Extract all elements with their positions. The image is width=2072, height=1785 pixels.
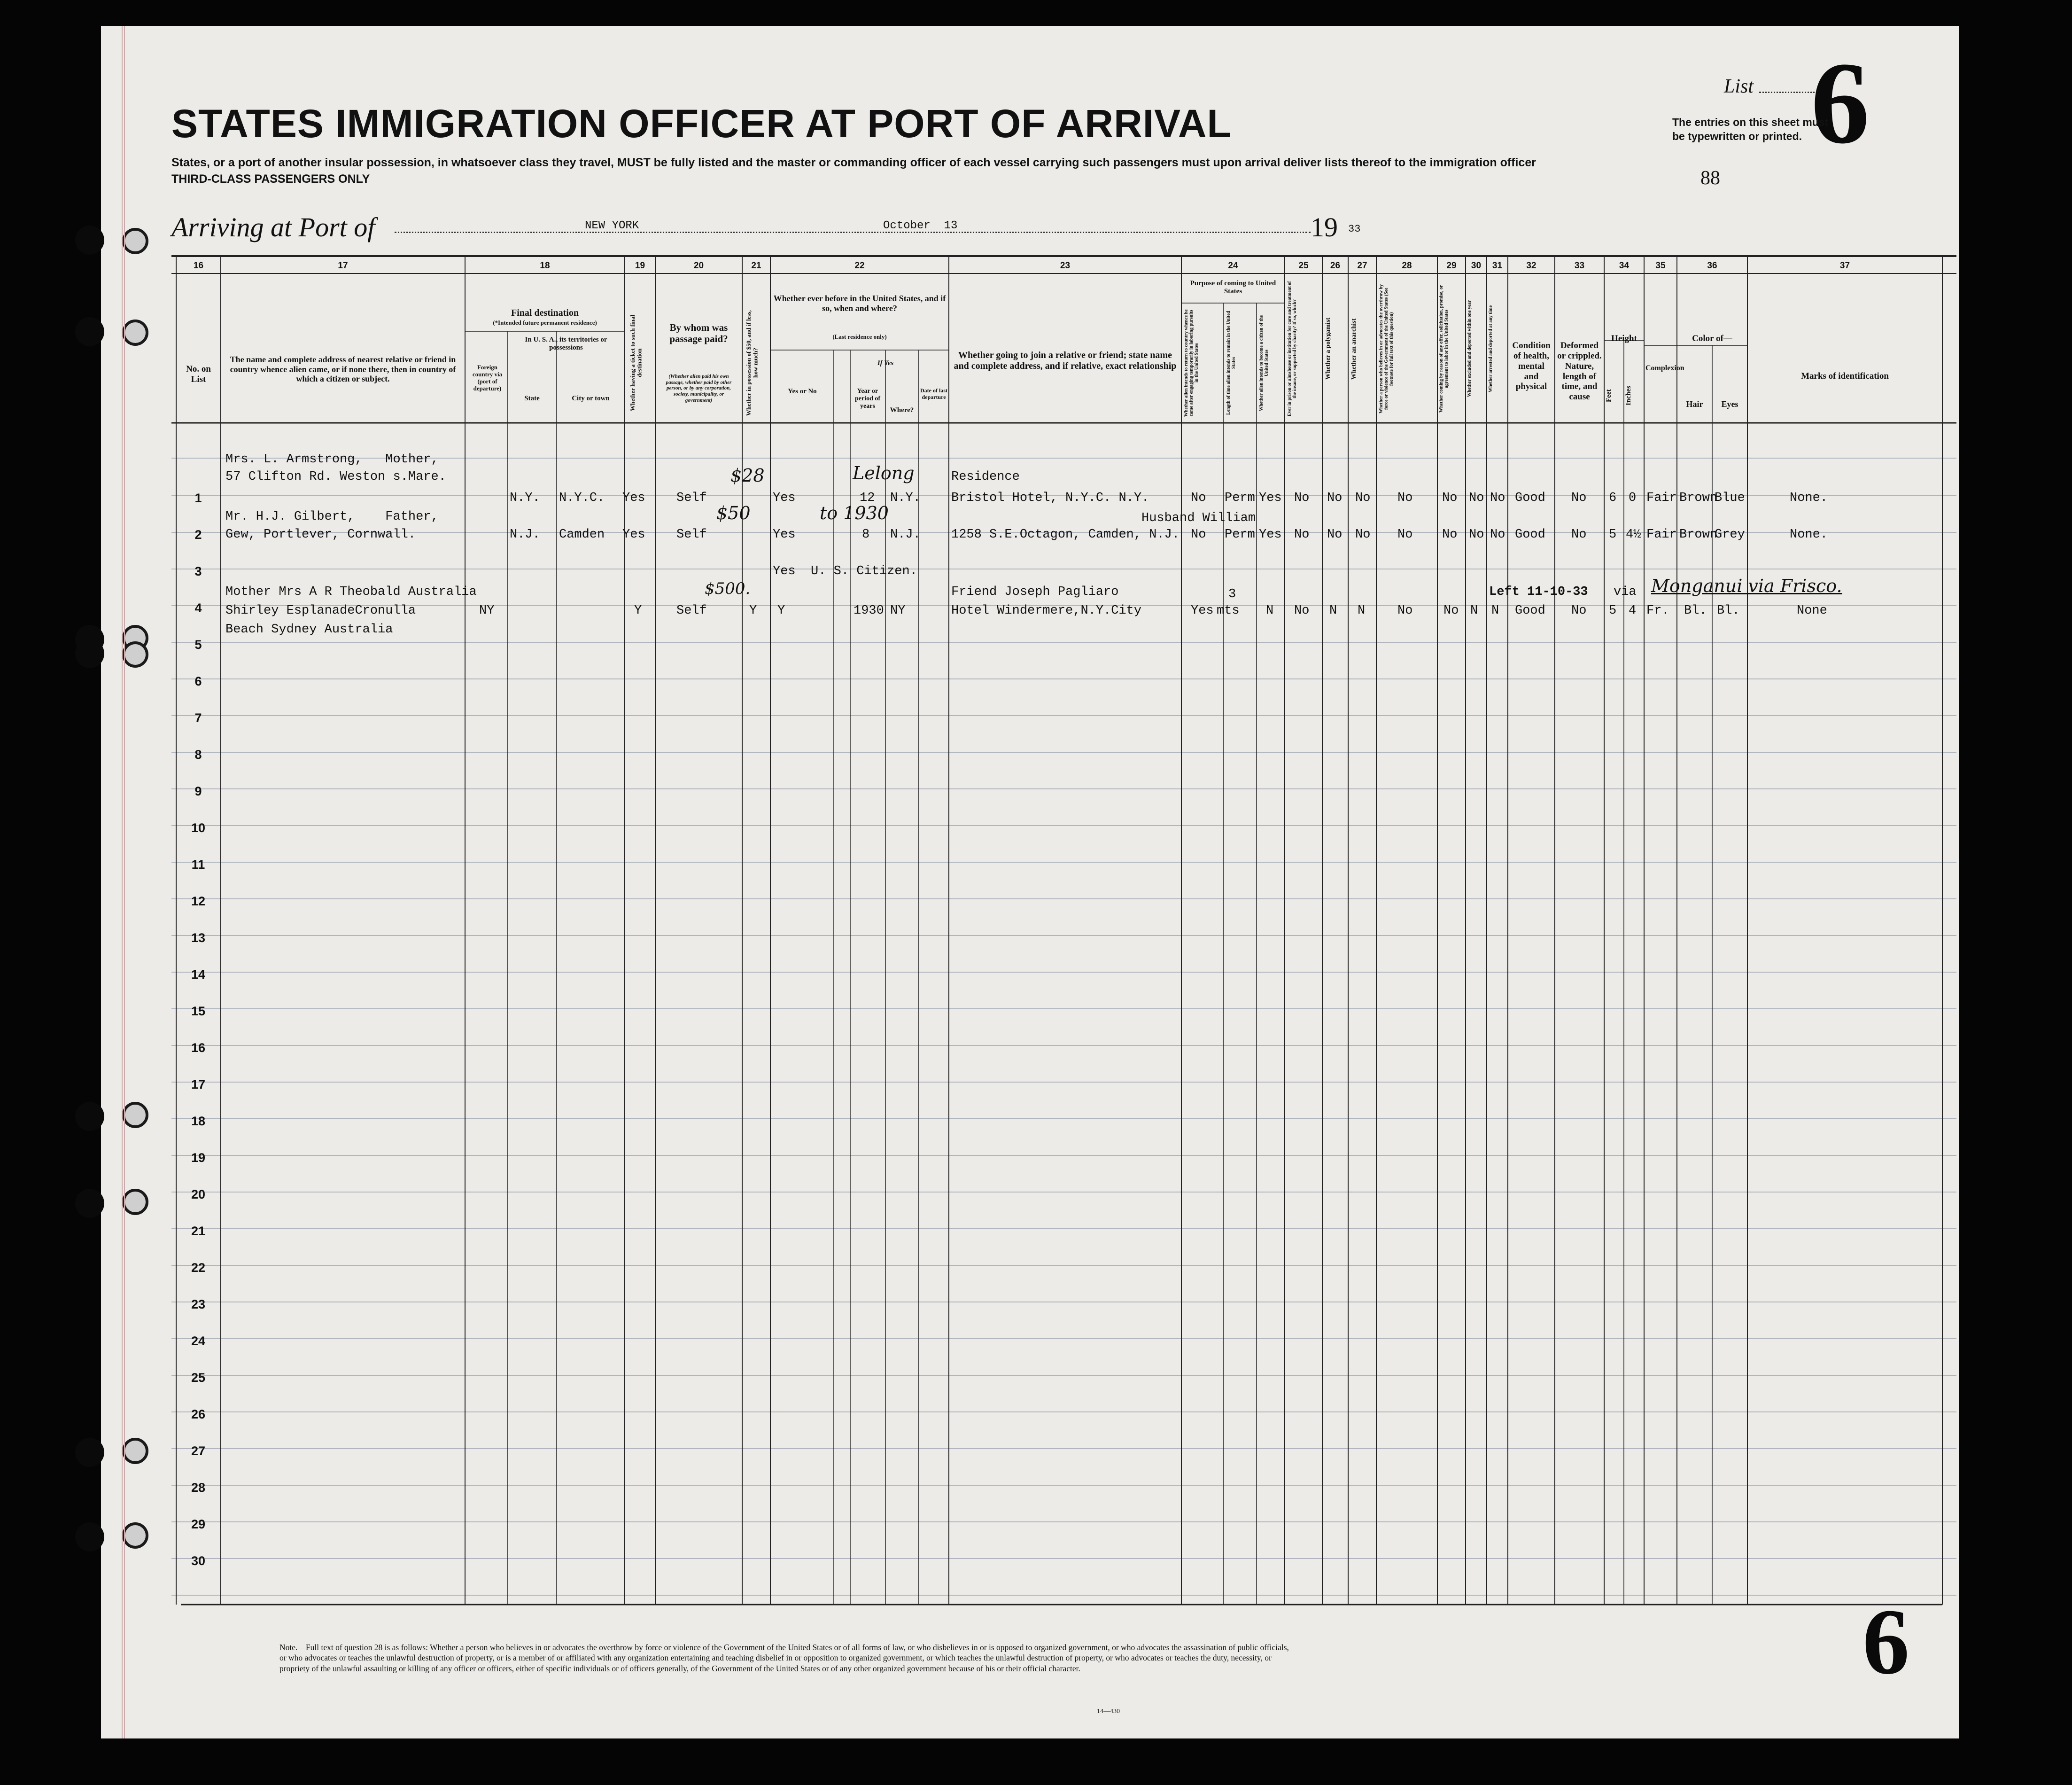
header-c28: Whether a person who believes in or advocates the overthrow by force or violence of the Government of the United States (See footnote for full text of this question) — [1379, 284, 1394, 413]
sheet-number: 88 — [1700, 167, 1720, 189]
header-c36-hair: Hair — [1686, 399, 1703, 409]
row4-c24b-months: 3 — [1228, 587, 1236, 601]
row2-c24a: No — [1191, 528, 1206, 542]
header-c18-sub: (*Intended future permanent residence) — [493, 319, 597, 326]
header-c18: Final destination — [511, 308, 579, 318]
header-c29: Whether coming by reason of any offer, solicitation, promise, or agreement to labor in the United States — [1439, 285, 1449, 413]
row-number: 13 — [191, 931, 206, 945]
row4-money-note: $500. — [705, 579, 751, 598]
column-number: 26 — [1330, 261, 1341, 271]
row2-deformed: No — [1571, 528, 1587, 542]
row2-marks: None. — [1790, 528, 1828, 542]
header-c18-usa: In U. S. A., its territories or possessions — [525, 336, 607, 352]
typewritten-note: be typewritten or printed. — [1672, 130, 1802, 142]
port-value: NEW YORK — [585, 219, 639, 232]
row2-c24c: Yes — [1259, 528, 1282, 542]
header-c22-yesno: Yes or No — [788, 388, 817, 395]
row4-via: via — [1614, 585, 1637, 599]
row-number: 21 — [191, 1224, 206, 1238]
row2-inches: 4½ — [1626, 528, 1641, 542]
column-number: 27 — [1357, 261, 1367, 271]
header-c22-sub: (Last residence only) — [832, 333, 887, 340]
row-number: 22 — [191, 1261, 206, 1275]
row-number: 8 — [194, 748, 202, 762]
header-c24-a: Whether alien intends to return to country whence he came after engaging temporarily in laboring pursuits in the United States — [1184, 309, 1199, 417]
row1-c24b: Perm — [1225, 491, 1255, 505]
column-number: 28 — [1402, 261, 1412, 271]
row1-c24c: Yes — [1259, 491, 1282, 505]
row1-c30: No — [1469, 491, 1484, 505]
header-c22-date: Date of last departure — [920, 387, 947, 400]
header-c35: Complexion — [1645, 364, 1684, 372]
row1-year: 12 — [860, 491, 875, 505]
binder-hole — [75, 639, 104, 668]
row1-joining: Residence — [951, 470, 1020, 484]
class-line: THIRD-CLASS PASSENGERS ONLY — [171, 172, 370, 186]
row4-relative-address: Shirley EsplanadeCronulla — [225, 604, 416, 618]
row4-c27: N — [1358, 604, 1366, 618]
row4-c30: N — [1470, 604, 1478, 618]
row1-money: $28 — [730, 465, 765, 486]
row-number: 18 — [191, 1114, 206, 1128]
row2-feet: 5 — [1609, 528, 1617, 542]
year-prefix: 19 — [1311, 212, 1338, 242]
row-number: 4 — [194, 601, 202, 615]
list-number: 6 — [1811, 38, 1870, 168]
column-number: 30 — [1471, 261, 1482, 271]
header-c33: Deformed or crippled. Nature, length of time, and cause — [1557, 341, 1602, 402]
row1-c29: No — [1442, 491, 1458, 505]
column-number: 19 — [635, 261, 645, 271]
row2-relative-address: Gew, Portlever, Cornwall. — [225, 528, 416, 542]
header-c22-year: Year or period of years — [854, 388, 881, 410]
column-number: 18 — [540, 261, 550, 271]
header-c34-feet: Feet — [1605, 389, 1613, 403]
row1-hair: Brown — [1679, 491, 1718, 505]
header-c36: Color of— — [1692, 334, 1732, 343]
row1-c28: No — [1397, 491, 1413, 505]
row2-ticket: Yes — [622, 528, 645, 542]
footnote: Note.—Full text of question 28 is as follows: Whether a person who believes in or advocates the overthrow by force or violence of the Government of the United States or of all forms of law, or who disbelieves in or is opposed to organized government, or who advocates the assassination of public officials, or who advocates or teaches the unlawful destruction of property, or is a member of or affiliated with any organization entertaining and teaching disbelief in or opposition to organized government, or which teaches the unlawful destruction of property, or who advocates or teaches the duty, necessity, or propriety of the unlawful assaulting or killing of any officer or officers, either of specific individuals or of officers generally, of the Government of the United States or of any other organized government because of his or their official character. — [279, 1643, 1289, 1673]
arriving-label: Arriving at Port of — [171, 212, 375, 242]
row1-marks: None. — [1790, 491, 1828, 505]
header-c22-ifyes: If Yes — [877, 359, 894, 367]
row1-c31: No — [1490, 491, 1505, 505]
row4-money: Y — [749, 604, 757, 618]
row-number: 7 — [194, 711, 202, 725]
row-number: 5 — [194, 638, 202, 652]
header-c18-city: City or town — [572, 395, 610, 402]
column-number: 23 — [1060, 261, 1071, 271]
row4-eyes: Bl. — [1717, 604, 1740, 618]
row1-relative-name: Mrs. L. Armstrong, Mother, — [225, 452, 439, 467]
row2-relative-name: Mr. H.J. Gilbert, Father, — [225, 510, 439, 524]
row-number: 1 — [194, 491, 202, 505]
header-c34-inches: Inches — [1625, 386, 1632, 406]
row4-health: Good — [1515, 604, 1545, 618]
row2-eyes: Grey — [1715, 528, 1745, 542]
row1-city: N.Y.C. — [559, 491, 605, 505]
column-number: 25 — [1298, 261, 1309, 271]
row-number: 10 — [191, 821, 206, 835]
row4-c24b: mts — [1217, 604, 1240, 618]
header-c22: Whether ever before in the United States, and if so, when and where? — [773, 294, 946, 313]
header-c24: Purpose of coming to United States — [1190, 280, 1276, 296]
column-number: 36 — [1707, 261, 1717, 271]
row-number: 14 — [191, 967, 206, 982]
form-code: 14—430 — [1097, 1708, 1120, 1715]
row-number: 11 — [191, 857, 205, 872]
row4-inches: 4 — [1629, 604, 1637, 618]
row4-where: NY — [890, 604, 906, 618]
header-no-on-list: No. on List — [186, 364, 211, 384]
header-c25: Ever in prison or almshouse or institution for care and treatment of the insane, or supported by charity? If so, which? — [1287, 281, 1297, 417]
column-number: 21 — [751, 261, 761, 271]
row2-c29: No — [1442, 528, 1458, 542]
row2-hair: Brown — [1679, 528, 1718, 542]
row4-relative-address-2: Beach Sydney Australia — [225, 623, 393, 637]
row1-complexion: Fair — [1646, 491, 1677, 505]
row1-paid-by: Self — [676, 491, 707, 505]
row2-paid-by: Self — [676, 528, 707, 542]
row4-complexion: Fr. — [1646, 604, 1669, 618]
row-number: 16 — [191, 1041, 206, 1055]
binder-hole — [75, 317, 104, 346]
column-number: 17 — [338, 261, 348, 271]
header-c18-state: State — [524, 395, 540, 402]
list-label: List — [1724, 76, 1754, 97]
header-c26: Whether a polygamist — [1325, 318, 1332, 380]
row-number: 25 — [191, 1371, 206, 1385]
row1-where: N.Y. — [890, 491, 921, 505]
row2-joining: Husband William — [1141, 511, 1256, 525]
row2-c27: No — [1355, 528, 1371, 542]
binder-hole — [75, 226, 104, 255]
column-number: 35 — [1655, 261, 1666, 271]
header-c31: Whether arrested and deported at any time — [1488, 305, 1493, 393]
header-c37: Marks of identification — [1801, 371, 1889, 381]
row4-departure-annotation: Monganui via Frisco. — [1651, 576, 1842, 596]
header-c20-sub: (Whether alien paid his own passage, whether paid by other person, or by any corporation, society, municipality, or government) — [666, 374, 732, 403]
column-number: 37 — [1839, 261, 1850, 271]
row-number: 30 — [191, 1554, 206, 1568]
row-number: 3 — [194, 564, 202, 578]
header-c32: Condition of health, mental and physical — [1512, 341, 1551, 392]
year-suffix: 33 — [1348, 223, 1361, 235]
header-c21: Whether in possession of $50, and if less, how much? — [745, 310, 759, 416]
column-number: 31 — [1492, 261, 1503, 271]
column-number: 33 — [1574, 261, 1585, 271]
table-grid — [101, 26, 1959, 1738]
row1-state: N.Y. — [510, 491, 540, 505]
corner-number: 6 — [1862, 1590, 1909, 1694]
row2-c28: No — [1397, 528, 1413, 542]
binder-hole — [75, 1438, 104, 1467]
row-number: 12 — [191, 894, 206, 908]
row1-c24a: No — [1191, 491, 1206, 505]
row4-joining: Friend Joseph Pagliaro — [951, 585, 1119, 599]
row1-money-note: Lelong — [853, 463, 915, 483]
row3-citizen: Yes U. S. Citizen. — [773, 564, 917, 578]
row2-city: Camden — [559, 528, 605, 542]
row4-c25: No — [1294, 604, 1310, 618]
column-number: 32 — [1526, 261, 1537, 271]
row4-c31: N — [1491, 604, 1499, 618]
row2-before-in-us: Yes — [773, 528, 796, 542]
row2-c26: No — [1327, 528, 1343, 542]
row4-left-date: Left 11-10-33 — [1489, 585, 1588, 599]
row-number: 23 — [191, 1297, 206, 1311]
row2-c25: No — [1294, 528, 1310, 542]
header-c24-b: Length of time alien intends to remain in the United States — [1226, 311, 1236, 415]
header-c17: The name and complete address of nearest relative or friend in country whence alien came, or if none there, then in country of which a citizen or subject. — [230, 355, 456, 384]
row1-inches: 0 — [1629, 491, 1637, 505]
row-number: 9 — [194, 784, 202, 798]
row4-c26: N — [1329, 604, 1337, 618]
header-c18-foreign: Foreign country via (port of departure) — [472, 364, 503, 392]
column-number: 34 — [1619, 261, 1630, 271]
row1-ticket: Yes — [622, 491, 645, 505]
row-number: 17 — [191, 1077, 206, 1091]
header-c34: Height — [1611, 334, 1637, 343]
row2-joining-address: 1258 S.E.Octagon, Camden, N.J. — [951, 528, 1180, 542]
row4-year: 1930 — [854, 604, 884, 618]
row2-c24b: Perm — [1225, 528, 1255, 542]
typewritten-note: The entries on this sheet must — [1672, 116, 1829, 128]
header-c22-where: Where? — [890, 406, 914, 414]
row2-year: 8 — [862, 528, 870, 542]
row4-relative-name: Mother Mrs A R Theobald Australia — [225, 585, 477, 599]
column-number: 22 — [854, 261, 865, 271]
row1-c26: No — [1327, 491, 1343, 505]
row4-hair: Bl. — [1684, 604, 1707, 618]
header-c24-c: Whether alien intends to become a citizen of the United States — [1259, 315, 1269, 411]
binder-hole — [75, 1102, 104, 1131]
page-title: STATES IMMIGRATION OFFICER AT PORT OF ARRIVAL — [171, 101, 1232, 146]
row2-money: $50 — [716, 503, 751, 523]
row1-before-in-us: Yes — [773, 491, 796, 505]
row-number: 26 — [191, 1407, 206, 1421]
row-number: 6 — [194, 674, 202, 688]
row4-state: NY — [479, 604, 495, 618]
row2-health: Good — [1515, 528, 1545, 542]
row1-c25: No — [1294, 491, 1310, 505]
row4-joining-address: Hotel Windermere,N.Y.City — [951, 604, 1142, 618]
column-number: 29 — [1446, 261, 1457, 271]
header-c36-eyes: Eyes — [1721, 399, 1738, 409]
header-c23: Whether going to join a relative or friend; state name and complete address, and if relative, exact relationship — [954, 350, 1177, 371]
header-c19: Whether having a ticket to such final destination — [629, 315, 643, 411]
row2-c31: No — [1490, 528, 1505, 542]
row-number: 29 — [191, 1517, 206, 1531]
row4-c29: No — [1443, 604, 1459, 618]
row2-where: N.J. — [890, 528, 921, 542]
header-c30: Whether excluded and deported within one year — [1467, 300, 1472, 398]
row2-complexion: Fair — [1646, 528, 1677, 542]
row-number: 20 — [191, 1187, 206, 1201]
row-number: 2 — [194, 528, 202, 542]
row4-ticket: Y — [634, 604, 642, 618]
row-number: 24 — [191, 1334, 206, 1348]
row1-feet: 6 — [1609, 491, 1617, 505]
row4-before-in-us: Y — [777, 604, 785, 618]
column-number: 20 — [693, 261, 704, 271]
header-c20: By whom was passage paid? — [669, 322, 728, 345]
date-value: October 13 — [883, 219, 958, 232]
row1-eyes: Blue — [1715, 491, 1745, 505]
row-number: 15 — [191, 1004, 206, 1018]
row1-joining-address: Bristol Hotel, N.Y.C. N.Y. — [951, 491, 1149, 505]
column-number: 16 — [193, 261, 204, 271]
row4-deformed: No — [1571, 604, 1587, 618]
row1-c27: No — [1355, 491, 1371, 505]
binder-hole — [75, 1522, 104, 1551]
row2-money-note: to 1930 — [820, 503, 889, 523]
header-c27: Whether an anarchist — [1350, 318, 1358, 380]
row1-health: Good — [1515, 491, 1545, 505]
row-number: 19 — [191, 1151, 206, 1165]
column-number: 24 — [1228, 261, 1238, 271]
subtitle: States, or a port of another insular possession, in whatsoever class they travel, MUST be fully listed and the master or commanding officer of each vessel carrying such passengers must upon arrival deliver lists thereof to the immigration officer — [171, 156, 1536, 169]
binder-hole — [75, 1189, 104, 1218]
row1-deformed: No — [1571, 491, 1587, 505]
manifest-sheet — [101, 26, 1959, 1738]
row-number: 27 — [191, 1444, 206, 1458]
row2-state: N.J. — [510, 528, 540, 542]
row4-c28: No — [1397, 604, 1413, 618]
row4-paid-by: Self — [676, 604, 707, 618]
row4-marks: None — [1797, 604, 1827, 618]
row4-c24a: Yes — [1191, 604, 1214, 618]
row1-relative-address: 57 Clifton Rd. Weston s.Mare. — [225, 470, 446, 484]
row4-feet: 5 — [1609, 604, 1617, 618]
row4-c24c: N — [1266, 604, 1274, 618]
row2-c30: No — [1469, 528, 1484, 542]
row-number: 28 — [191, 1481, 206, 1495]
